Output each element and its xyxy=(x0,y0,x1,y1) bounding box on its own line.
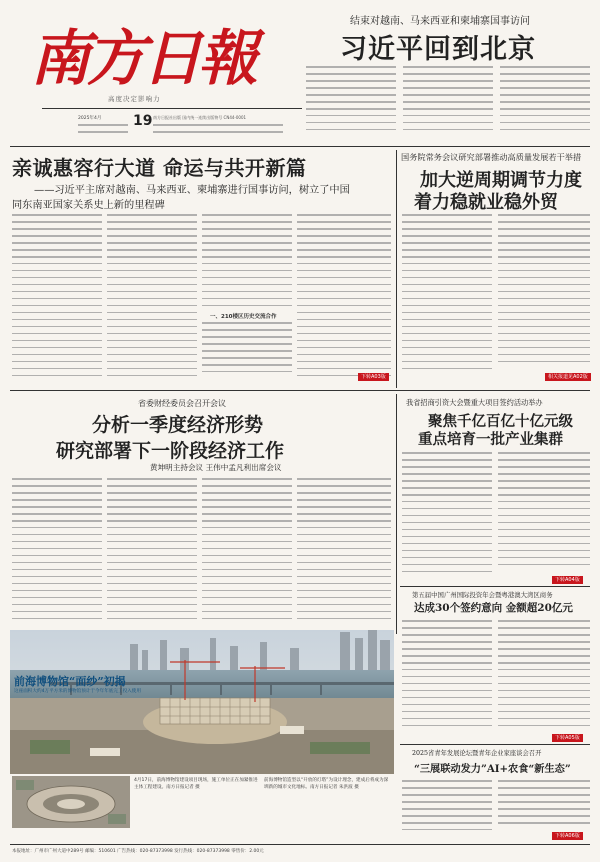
signing-divider xyxy=(400,586,590,587)
lead-col4 xyxy=(297,214,391,382)
state-council-kicker: 国务院常务会议研究部署推动高质量发展若干举措 xyxy=(401,152,582,162)
industry-continued[interactable]: 下转A04版 xyxy=(552,576,583,584)
economy-col2 xyxy=(107,478,197,626)
lead-col1 xyxy=(12,214,102,382)
state-council-headline-1: 加大逆周期调节力度 xyxy=(420,170,582,191)
mid-divider xyxy=(10,390,590,391)
industry-headline-1: 聚焦千亿百亿十亿元级 xyxy=(428,413,573,430)
economy-subhead: 黄坤明主持会议 王伟中孟凡利出席会议 xyxy=(150,463,282,472)
signing-col2 xyxy=(498,620,590,732)
economy-col1 xyxy=(12,478,102,626)
footer-text: 本报地址：广州市广州大道中289号 邮编：510601 广告热线：020-87373998 发行热线：020-87373998 零售价：2.00元 xyxy=(12,849,264,854)
bottom-story-kicker: 2025省青年发展论坛暨青年企业家座谈会召开 xyxy=(412,750,542,757)
masthead-title: 南方日報 xyxy=(30,24,254,94)
lead-headline: 亲诚惠容行大道 命运与共开新篇 xyxy=(12,156,307,180)
bottom-story-divider xyxy=(400,744,590,745)
museum-caption-right: 前海博物馆造型以“开放的灯塔”为设计理念，建成后将成为深圳新的城市文化地标。南方日报记者 朱洪波 摄 xyxy=(264,778,389,790)
bottom-story-continued[interactable]: 下转A06版 xyxy=(552,832,583,840)
museum-photo-illustration xyxy=(10,630,394,774)
masthead-slogan: 高度决定影响力 xyxy=(108,95,161,103)
top-story-col2 xyxy=(403,66,493,142)
masthead-meta-lines-2 xyxy=(153,124,283,136)
masthead-date: 2025年4月 xyxy=(78,116,102,121)
lead-col3b xyxy=(202,322,292,382)
museum-headline: 前海博物馆“面纱”初揭 xyxy=(14,675,126,688)
top-story-col3 xyxy=(500,66,590,142)
state-council-col2 xyxy=(498,214,590,370)
signing-col1 xyxy=(402,620,492,732)
industry-col2 xyxy=(498,452,590,574)
economy-headline-1: 分析一季度经济形势 xyxy=(92,414,264,436)
bottom-story-col1 xyxy=(402,780,492,832)
top-story-headline: 习近平回到北京 xyxy=(340,34,536,65)
vertical-divider-top xyxy=(396,150,397,388)
economy-kicker: 省委财经委员会召开会议 xyxy=(138,399,226,408)
top-divider xyxy=(10,146,590,147)
museum-subhead: 这座面积大约4万平方米的博物馆预计于今年年底完工投入使用 xyxy=(14,689,141,694)
masthead-meta-lines xyxy=(78,124,128,136)
museum-inset-photo xyxy=(12,776,130,828)
museum-photo xyxy=(10,630,394,774)
signing-kicker: 第五届中国广州国际投资年会暨粤港澳大湾区商务 xyxy=(412,591,553,599)
signing-headline: 达成30个签约意向 金额超20亿元 xyxy=(414,602,573,614)
signing-continued[interactable]: 下转A05版 xyxy=(552,734,583,742)
top-story-col1 xyxy=(306,66,396,142)
lead-section-label: 一、210楼区历史交流合作 xyxy=(210,314,277,320)
bottom-story-headline: “三展联动发力”AI+农食“新生态” xyxy=(414,763,571,775)
state-council-headline-2: 着力稳就业稳外贸 xyxy=(414,192,558,213)
industry-kicker: 我省招商引资大会暨重大项目签约活动举办 xyxy=(406,398,543,407)
economy-col4 xyxy=(297,478,391,626)
footer-rule xyxy=(10,844,590,845)
lead-subhead-1: ——习近平主席对越南、马来西亚、柬埔寨进行国事访问，树立了中国 xyxy=(34,185,350,196)
lead-col2 xyxy=(107,214,197,382)
masthead-rule xyxy=(42,108,302,109)
lead-subhead-2: 同东南亚国家关系史上新的里程碑 xyxy=(12,200,165,211)
top-story-kicker: 结束对越南、马来西亚和柬埔寨国事访问 xyxy=(350,16,530,27)
issue-number: 19 xyxy=(133,113,153,129)
lead-continued[interactable]: 下转A03版 xyxy=(358,373,389,381)
lead-col3a xyxy=(202,214,292,310)
bottom-story-col2 xyxy=(498,780,590,832)
state-council-continued[interactable]: 相关报道见A02版 xyxy=(545,373,591,381)
industry-headline-2: 重点培育一批产业集群 xyxy=(418,431,563,448)
state-council-col1 xyxy=(402,214,492,378)
industry-col1 xyxy=(402,452,492,582)
museum-caption-left: 4月17日，前海博物馆建设项目现场，施工单位正在加紧推进主体工程建设。南方日报记者 摄 xyxy=(134,778,258,790)
masthead-meta: 南方日报社出版 国内统一连续出版物号 CN44-0001 xyxy=(153,115,247,120)
economy-col3 xyxy=(202,478,292,626)
economy-headline-2: 研究部署下一阶段经济工作 xyxy=(56,440,285,462)
museum-inset-illustration xyxy=(12,776,130,828)
vertical-divider-mid xyxy=(396,394,397,634)
